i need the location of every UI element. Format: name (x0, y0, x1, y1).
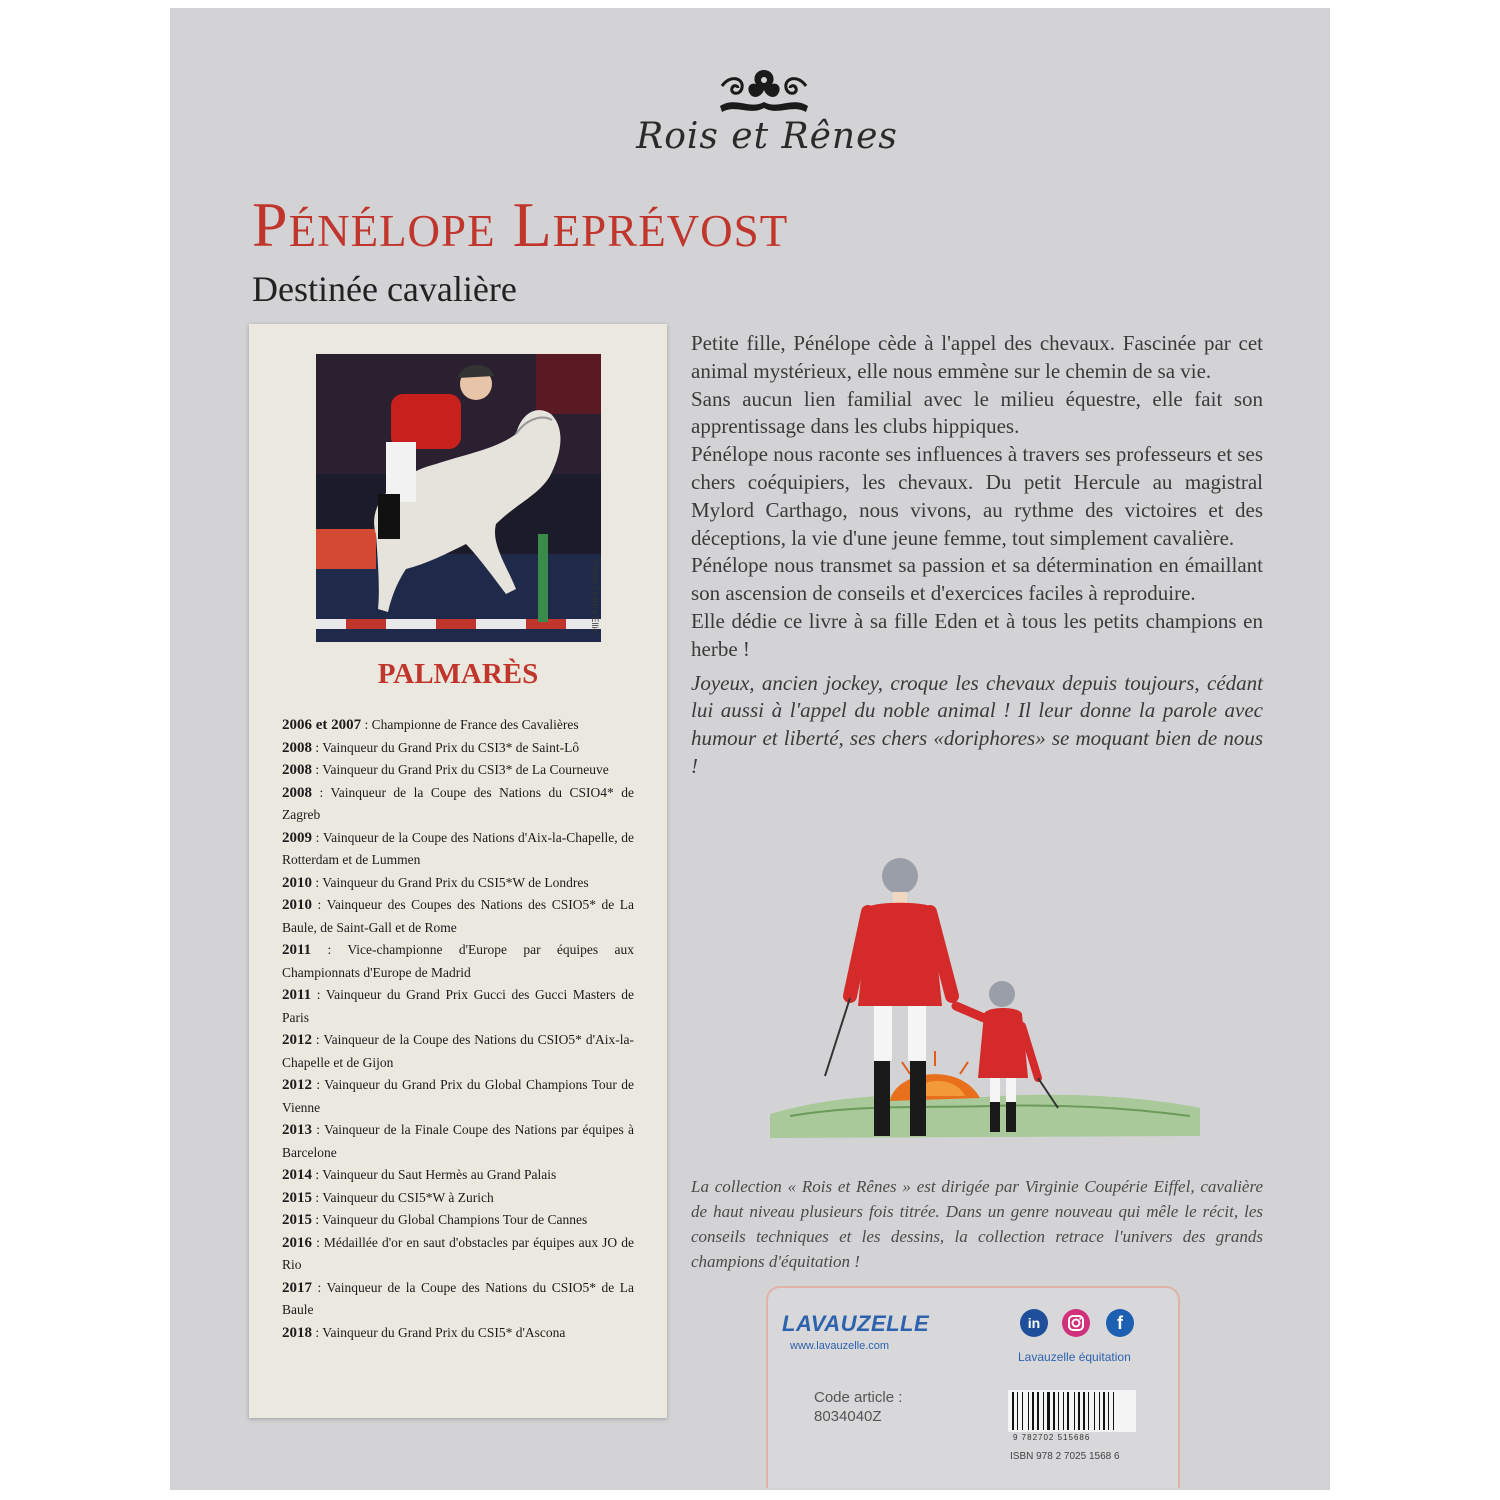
palmares-year: 2012 (282, 1077, 312, 1093)
palmares-item (282, 782, 634, 827)
palmares-year: 2016 (282, 1234, 312, 1251)
palmares-item (282, 1277, 634, 1322)
instagram-icon[interactable] (1062, 1309, 1090, 1337)
palmares-item (282, 737, 634, 760)
palmares-item (282, 894, 634, 939)
palmares-text: : Vainqueur de la Finale Coupe des Nations par équipes à Barcelone (282, 1122, 634, 1160)
palmares-year: 2011 (282, 987, 312, 1003)
rider-photo (316, 354, 601, 642)
palmares-text: : Vainqueur du Grand Prix du CSI3* de Saint-Lô (312, 739, 580, 755)
palmares-year: 2017 (282, 1279, 312, 1296)
palmares-item (282, 759, 634, 782)
palmares-text: : Vainqueur du Grand Prix du CSI5* d'Ascona (312, 1324, 566, 1340)
publisher-url[interactable]: www.lavauzelle.com (790, 1340, 890, 1352)
palmares-year: 2014 (282, 1167, 312, 1183)
illustrator-note: Joyeux, ancien jockey, croque les chevaux depuis toujours, cédant lui aussi à l'appel du noble animal ! Il leur donne la parole avec humour et liberté, ses chers «doriphores» se moquant bien de nous ! (691, 670, 1263, 778)
palmares-year: 2015 (282, 1189, 312, 1206)
synopsis-paragraph: Sans aucun lien familial avec le milieu équestre, elle fait son apprentissage dans les clubs hippiques. (691, 386, 1263, 439)
palmares-list (282, 714, 634, 1344)
palmares-heading: PALMARÈS (377, 658, 539, 690)
palmares-item (282, 984, 634, 1029)
synopsis (691, 330, 1263, 781)
palmares-item (282, 1029, 634, 1074)
palmares-year: 2010 (282, 874, 312, 891)
palmares-text: : Vice-championne d'Europe par équipes aux Championnats d'Europe de Madrid (282, 942, 634, 980)
synopsis-paragraph: Petite fille, Pénélope cède à l'appel des chevaux. Fascinée par cet animal mystérieux, elle nous emmène sur le chemin de sa vie. (691, 331, 1263, 383)
palmares-year: 2012 (282, 1032, 312, 1048)
palmares-text: : Vainqueur de la Coupe des Nations d'Aix-la-Chapelle, de Rotterdam et de Lummen (282, 829, 634, 867)
palmares-item (282, 1187, 634, 1210)
show-jumping-photo-image (316, 354, 601, 642)
article-code (814, 1388, 902, 1426)
palmares-text: : Vainqueur du Saut Hermès au Grand Palais (312, 1167, 557, 1182)
palmares-item (282, 1322, 634, 1345)
linkedin-icon[interactable]: in (1020, 1309, 1048, 1337)
publisher-logo: LAVAUZELLE (782, 1311, 930, 1336)
collection-note: La collection « Rois et Rênes » est dirigée par Virginie Coupérie Eiffel, cavalière de haut niveau plusieurs fois titrée. Dans un genre nouveau qui mêle le récit, les conseils techniques et les dessins, la collection retrace l'univers des grands champions d'équitation ! (691, 1177, 1263, 1271)
palmares-year: 2013 (282, 1122, 312, 1138)
palmares-text: : Vainqueur du Grand Prix du Global Champions Tour de Vienne (282, 1077, 634, 1115)
palmares-item (282, 1164, 634, 1187)
palmares-year: 2018 (282, 1324, 312, 1341)
palmares-text: : Vainqueur du Grand Prix du CSI3* de La Courneuve (312, 762, 609, 777)
article-code-label: Code article : (814, 1389, 903, 1406)
article-code-value: 8034040Z (814, 1408, 882, 1425)
palmares-text: : Vainqueur du Grand Prix du CSI5*W de Londres (312, 874, 589, 890)
palmares-item (282, 1232, 634, 1277)
book-title: Pénélope Leprévost (252, 189, 789, 260)
social-handle: Lavauzelle équitation (1018, 1350, 1131, 1364)
palmares-item (282, 1074, 634, 1119)
palmares-year: 2008 (282, 784, 312, 801)
palmares-item (282, 827, 634, 872)
book-subtitle: Destinée cavalière (252, 269, 517, 309)
palmares-item (282, 1209, 634, 1232)
barcode-image (1008, 1390, 1136, 1432)
palmares-item (282, 872, 634, 895)
palmares-year: 2011 (282, 942, 312, 958)
palmares-year: 2008 (282, 762, 312, 778)
palmares-text: : Vainqueur des Coupes des Nations des CSIO5* de La Baule, de Saint-Gall et de Rome (282, 897, 634, 935)
isbn-number: ISBN 978 2 7025 1568 6 (1010, 1451, 1120, 1462)
synopsis-paragraph: Pénélope nous raconte ses influences à travers ses professeurs et ses chers coéquipiers, les chevaux. Du petit Hercule au magistral Mylord Carthago, nous vivons, au rythme des victoires et des déceptions, la vie d'une jeune femme, tout simplement cavalière. (691, 442, 1263, 550)
palmares-text: : Vainqueur du Grand Prix Gucci des Gucci Masters de Paris (282, 987, 634, 1025)
palmares-text: : Vainqueur du Global Champions Tour de Cannes (312, 1212, 588, 1227)
synopsis-paragraph: Elle dédie ce livre à sa fille Eden et à tous les petits champions en herbe ! (691, 608, 1263, 661)
palmares-item (282, 1119, 634, 1164)
palmares-year: 2008 (282, 739, 312, 756)
facebook-icon[interactable]: f (1106, 1309, 1134, 1337)
palmares-year: 2010 (282, 897, 312, 913)
rider-mother-child-illustration (770, 846, 1200, 1146)
series-logo: Rois et Rênes (636, 116, 898, 157)
palmares-year: 2009 (282, 829, 312, 846)
synopsis-paragraph: Pénélope nous transmet sa passion et sa détermination en émaillant son ascension de conseils et d'exercices faciles à reproduire. (691, 553, 1263, 606)
ornament-crest-icon (716, 66, 812, 118)
palmares-text: : Vainqueur de la Coupe des Nations du CSIO5* d'Aix-la-Chapelle et de Gijon (282, 1032, 634, 1070)
palmares-text: : Championne de France des Cavalières (361, 717, 579, 732)
barcode-digits: 9 782702 515686 (1013, 1433, 1091, 1442)
palmares-text: : Vainqueur du CSI5*W à Zurich (312, 1189, 494, 1205)
palmares-item (282, 939, 634, 984)
palmares-text: : Vainqueur de la Coupe des Nations du CSIO5* de La Baule (282, 1279, 634, 1317)
palmares-item (282, 714, 634, 737)
photo-credit: Photo Thierry Ellie (590, 560, 600, 634)
palmares-year: 2006 et 2007 (282, 717, 362, 733)
palmares-text: : Médaillée d'or en saut d'obstacles par équipes aux JO de Rio (282, 1234, 634, 1272)
palmares-text: : Vainqueur de la Coupe des Nations du CSIO4* de Zagreb (282, 784, 634, 822)
palmares-year: 2015 (282, 1212, 312, 1228)
